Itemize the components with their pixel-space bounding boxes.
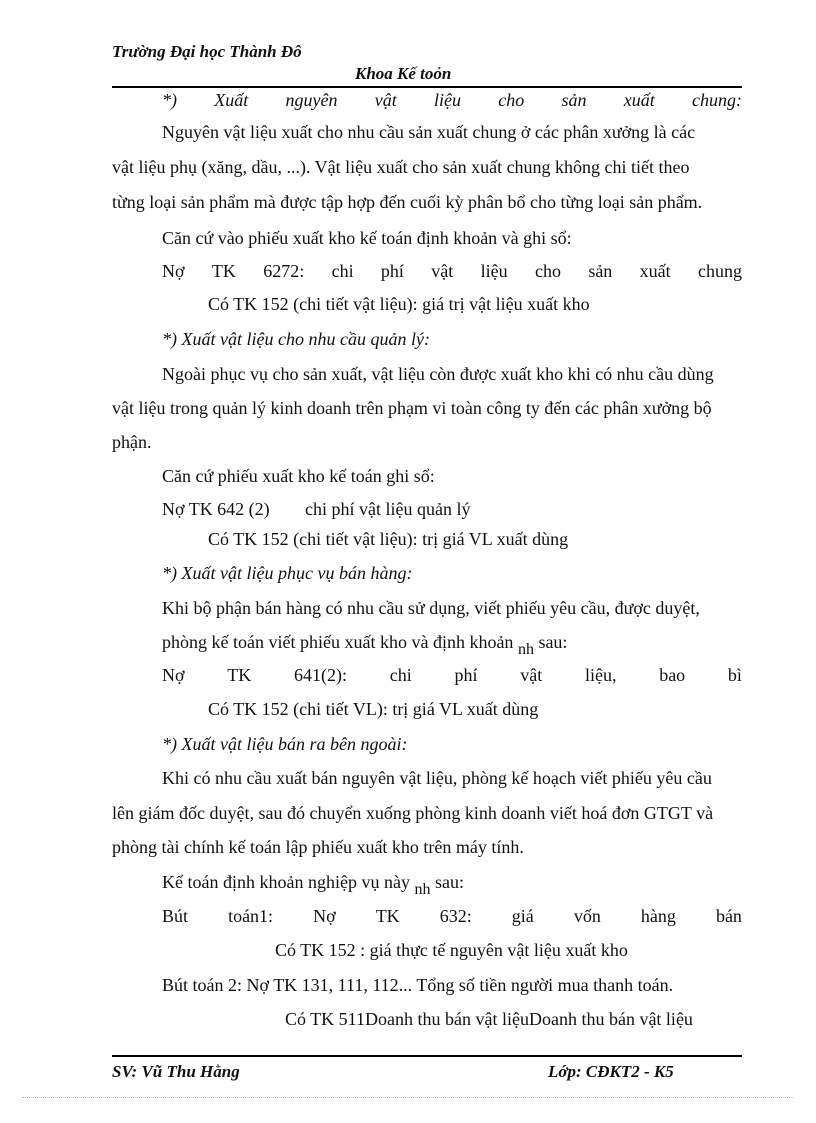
entry-3-debit — [162, 665, 742, 686]
paragraph-6-line-2: lên giám đốc duyệt, sau đó chuyển xuống phòng kinh doanh viết hoá đơn GTGT và — [112, 803, 714, 823]
word: 632: — [439, 906, 472, 926]
word: bao — [659, 665, 686, 685]
entry-4-credit: Có TK 152 : giá thực tế nguyên vật liệu xuất kho — [275, 940, 628, 960]
entry-5-credit: Có TK 511Doanh thu bán vật liệuDoanh thu bán vật liệu — [285, 1009, 693, 1029]
heading-1 — [162, 90, 742, 111]
word: sản — [561, 90, 587, 110]
paragraph-2: Căn cứ vào phiếu xuất kho kế toán định khoản và ghi sổ: — [162, 228, 572, 248]
word: phí — [454, 665, 478, 685]
word: chi — [331, 261, 354, 281]
page-edge — [22, 1097, 794, 1098]
word: liệu — [433, 90, 461, 110]
word: giá — [511, 906, 534, 926]
paragraph-5-line-2-text: phòng kế toán viết phiếu xuất kho và định khoản — [162, 632, 514, 652]
word: nguyên — [285, 90, 338, 110]
entry-1-debit — [162, 261, 742, 282]
header-school: Trường Đại học Thành Đô — [112, 42, 302, 61]
paragraph-7-text: Kế toán định khoản nghiệp vụ này — [162, 872, 410, 892]
footer-rule — [112, 1055, 742, 1057]
word: 641(2): — [294, 665, 347, 685]
word: *) — [162, 90, 177, 110]
word: sản — [588, 261, 613, 281]
paragraph-5-line-1: Khi bộ phận bán hàng có nhu cầu sử dụng, viết phiếu yêu cầu, được duyệt, — [162, 598, 700, 618]
word: Bút — [162, 906, 189, 926]
heading-3: *) Xuất vật liệu phục vụ bán hàng: — [162, 563, 413, 583]
word: toán1: — [228, 906, 274, 926]
entry-1-credit: Có TK 152 (chi tiết vật liệu): giá trị vật liệu xuất kho — [208, 294, 590, 314]
footer-student: SV: Vũ Thu Hằng — [112, 1062, 240, 1081]
word: vật — [374, 90, 397, 110]
heading-2: *) Xuất vật liệu cho nhu cầu quản lý: — [162, 329, 430, 349]
word: cho — [498, 90, 525, 110]
word: chung — [698, 261, 742, 281]
word: liệu, — [584, 665, 617, 685]
entry-2-credit: Có TK 152 (chi tiết vật liệu): trị giá VL xuất dùng — [208, 529, 569, 549]
word: Nợ — [313, 906, 336, 926]
paragraph-1-line-2: vật liệu phụ (xăng, dầu, ...). Vật liệu xuất cho sản xuất chung không chi tiết theo — [112, 157, 690, 177]
paragraph-3-line-1: Ngoài phục vụ cho sản xuất, vật liệu còn được xuất kho khi có nhu cầu dùng — [162, 364, 714, 384]
word: TK — [211, 261, 236, 281]
paragraph-6-line-3: phòng tài chính kế toán lập phiếu xuất kho trên máy tính. — [112, 837, 524, 857]
word: hàng — [640, 906, 676, 926]
word: Nợ — [162, 665, 185, 685]
footer-class: Lớp: CĐKT2 - K5 — [548, 1062, 674, 1081]
paragraph-6-line-1: Khi có nhu cầu xuất bán nguyên vật liệu, phòng kế hoạch viết phiếu yêu cầu — [162, 768, 712, 788]
paragraph-5-line-2-end: sau: — [538, 632, 568, 652]
word: bán — [715, 906, 742, 926]
word: vốn — [573, 906, 601, 926]
header-faculty: Khoa Kế toỏn — [355, 64, 452, 83]
entry-2-debit-desc: chi phí vật liệu quản lý — [305, 499, 471, 519]
word: bì — [727, 665, 742, 685]
word: Xuất — [214, 90, 249, 110]
paragraph-7-sub: nh — [414, 881, 431, 898]
paragraph-4: Căn cứ phiếu xuất kho kế toán ghi sổ: — [162, 466, 435, 486]
word: vật — [431, 261, 454, 281]
entry-4-debit — [162, 906, 742, 927]
word: phí — [380, 261, 404, 281]
paragraph-3-line-2: vật liệu trong quản lý kinh doanh trên phạm vi toàn công ty đến các phân xưởng bộ — [112, 398, 712, 418]
word: TK — [375, 906, 400, 926]
entry-5-debit: Bút toán 2: Nợ TK 131, 111, 112... Tổng số tiền người mua thanh toán. — [162, 975, 674, 995]
paragraph-3-line-3: phận. — [112, 432, 152, 452]
entry-3-credit: Có TK 152 (chi tiết VL): trị giá VL xuất dùng — [208, 699, 539, 719]
word: Nợ — [162, 261, 185, 281]
paragraph-7-end: sau: — [434, 872, 464, 892]
paragraph-7 — [162, 872, 464, 898]
word: xuất — [639, 261, 671, 281]
word: cho — [534, 261, 561, 281]
word: xuất — [623, 90, 655, 110]
paragraph-5-line-2-sub: nh — [517, 641, 534, 658]
word: TK — [227, 665, 252, 685]
word: chung: — [692, 90, 742, 110]
header-rule — [112, 86, 742, 88]
entry-2-debit-account: Nợ TK 642 (2) — [162, 499, 270, 519]
heading-4: *) Xuất vật liệu bán ra bên ngoài: — [162, 734, 408, 754]
word: vật — [520, 665, 543, 685]
paragraph-1-line-3: từng loại sản phẩm mà được tập hợp đến cuối kỳ phân bổ cho từng loại sản phẩm. — [112, 192, 703, 212]
word: 6272: — [263, 261, 305, 281]
paragraph-1-line-1: Nguyên vật liệu xuất cho nhu cầu sản xuất chung ở các phân xưởng là các — [162, 122, 696, 142]
paragraph-5-line-2 — [162, 632, 568, 658]
word: liệu — [480, 261, 508, 281]
word: chi — [389, 665, 412, 685]
